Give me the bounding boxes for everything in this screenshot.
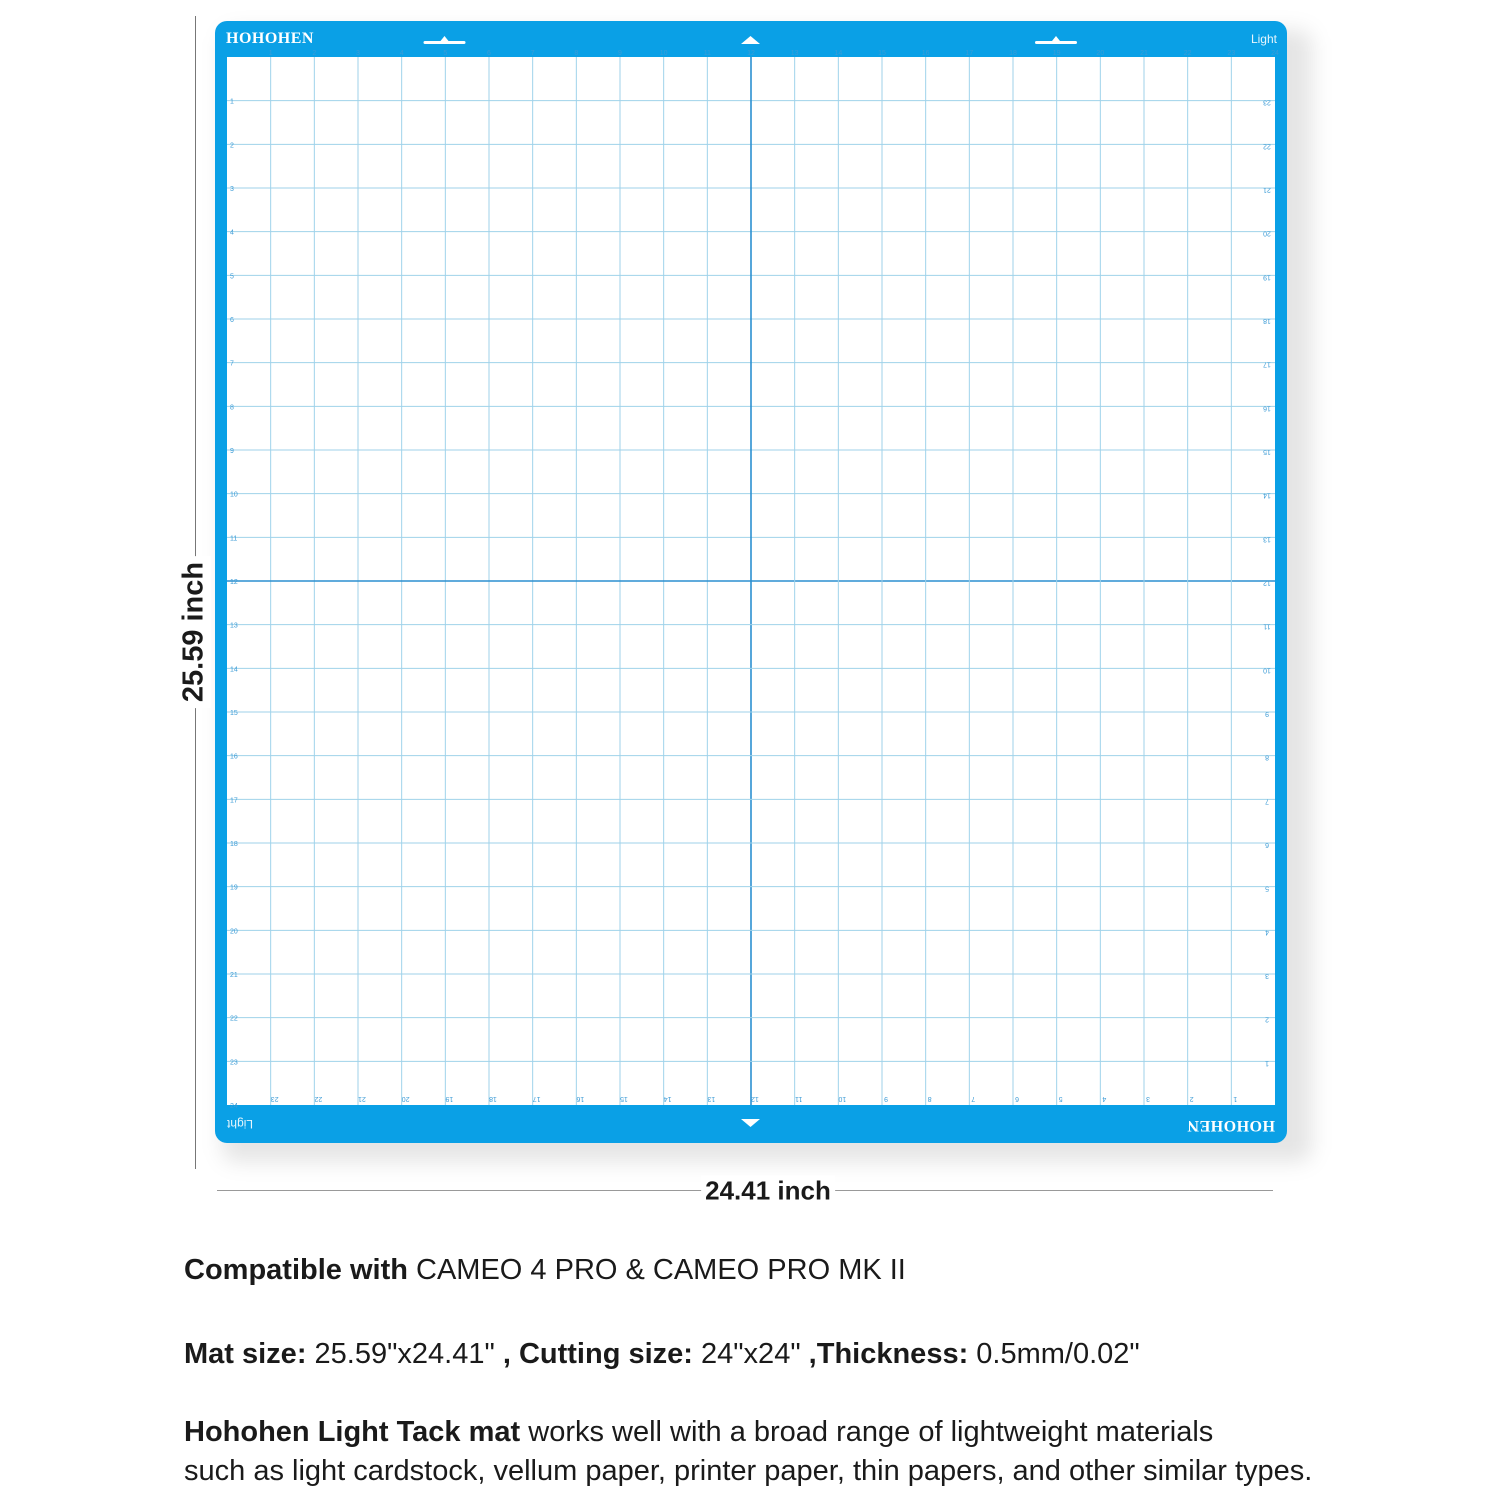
ruler-number-bottom: 15 (620, 1095, 628, 1102)
ruler-number-right: 11 (1263, 622, 1271, 630)
ruler-number-bottom: 5 (1058, 1095, 1063, 1102)
ruler-number-top: 18 (1009, 50, 1017, 57)
ruler-number-right: 5 (1265, 884, 1269, 892)
ruler-number-right: 16 (1263, 404, 1271, 412)
alignment-arrow-bottom-icon (741, 1119, 760, 1127)
ruler-number-right: 20 (1263, 229, 1271, 237)
ruler-number-left: 11 (230, 535, 238, 543)
ruler-number-top: 9 (618, 50, 622, 57)
ruler-number-bottom: 10 (838, 1095, 847, 1102)
ruler-number-right: 19 (1263, 273, 1271, 281)
ruler-number-right: 12 (1263, 579, 1271, 586)
ruler-number-bottom: 17 (532, 1095, 541, 1102)
height-dimension-label: 25.59 inch (178, 556, 211, 708)
ruler-number-right: 3 (1265, 972, 1269, 979)
mat-size-heading: Mat size: (184, 1338, 307, 1370)
ruler-number-bottom: 8 (927, 1095, 932, 1102)
cutting-size-heading: , Cutting size: (502, 1338, 693, 1370)
ruler-number-left: 9 (230, 448, 234, 455)
ruler-number-top: 12 (747, 50, 755, 57)
ruler-number-top: 21 (1140, 50, 1148, 57)
mat-size-value: 25.59"x24.41" (306, 1338, 503, 1370)
ruler-number-right: 23 (1263, 98, 1271, 106)
roller-guide-mark-icon (1035, 41, 1077, 44)
ruler-number-bottom: 16 (576, 1095, 585, 1102)
compatibility-line (184, 1254, 906, 1287)
ruler-number-left: 19 (230, 884, 238, 892)
ruler-number-right: 22 (1263, 142, 1271, 150)
ruler-number-bottom: 11 (795, 1095, 803, 1102)
compat-heading: Compatible with (184, 1254, 408, 1286)
thickness-value: 0.5mm/0.02" (968, 1338, 1140, 1370)
ruler-number-right: 17 (1263, 360, 1271, 368)
roller-guide-notch-icon (441, 36, 449, 41)
ruler-number-top: 6 (487, 50, 491, 57)
ruler-number-left: 15 (230, 710, 238, 717)
thickness-heading: ,Thickness: (808, 1338, 969, 1370)
ruler-number-right: 14 (1263, 491, 1271, 499)
roller-guide-notch-icon (1052, 36, 1060, 41)
ruler-number-right: 1 (1265, 1059, 1269, 1067)
ruler-number-left: 12 (230, 579, 238, 586)
ruler-number-left: 16 (230, 753, 238, 761)
cutting-size-value: 24"x24" (692, 1338, 809, 1370)
ruler-number-top: 17 (965, 50, 974, 57)
ruler-number-top: 23 (1227, 50, 1236, 57)
ruler-number-bottom: 14 (663, 1095, 672, 1102)
roller-guide-mark-icon (424, 41, 466, 44)
description-line-2: such as light cardstock, vellum paper, printer paper, thin papers, and other similar types. (184, 1455, 1313, 1487)
ruler-number-top: 14 (834, 50, 843, 57)
tack-label-top: Light (1250, 32, 1277, 46)
ruler-number-top: 15 (878, 50, 886, 57)
ruler-number-top: 2 (312, 50, 317, 57)
ruler-number-left: 4 (230, 229, 234, 237)
ruler-number-left: 5 (230, 273, 234, 281)
alignment-arrow-top-icon (741, 36, 760, 44)
ruler-number-left: 21 (230, 972, 238, 979)
ruler-number-bottom: 13 (707, 1095, 716, 1102)
ruler-number-top: 19 (1052, 50, 1061, 57)
ruler-number-top: 7 (530, 50, 535, 57)
ruler-number-right: 13 (1263, 535, 1271, 543)
mat-grid (215, 21, 1287, 1143)
ruler-number-right: 6 (1265, 841, 1269, 848)
ruler-number-bottom: 19 (445, 1095, 454, 1102)
ruler-number-top: 4 (399, 50, 404, 57)
ruler-number-left: 22 (230, 1015, 238, 1023)
ruler-number-left: 6 (230, 317, 234, 324)
compat-models: CAMEO 4 PRO & CAMEO PRO MK II (407, 1254, 906, 1286)
brand-logo-top: HOHOHEN (226, 30, 314, 47)
ruler-number-top: 20 (1096, 50, 1105, 57)
ruler-number-right: 4 (1265, 928, 1269, 936)
ruler-number-left: 17 (230, 797, 238, 805)
ruler-number-left: 13 (230, 622, 238, 630)
ruler-number-left: 2 (230, 142, 234, 150)
ruler-number-top: 1 (268, 50, 273, 57)
ruler-number-left: 7 (230, 360, 234, 368)
ruler-number-left: 10 (230, 491, 238, 499)
tack-label-bottom: Light (227, 1117, 254, 1131)
ruler-number-top: 24 (1271, 50, 1279, 57)
ruler-number-top: 3 (356, 50, 360, 57)
ruler-number-bottom: 6 (1015, 1095, 1019, 1102)
ruler-number-right: 18 (1263, 317, 1271, 324)
ruler-number-bottom: 1 (1233, 1095, 1238, 1102)
ruler-number-bottom: 18 (489, 1095, 497, 1102)
ruler-number-right: 21 (1263, 186, 1271, 193)
ruler-number-bottom: 2 (1189, 1095, 1194, 1102)
ruler-number-right: 10 (1263, 666, 1271, 674)
description-heading: Hohohen Light Tack mat (184, 1416, 521, 1448)
ruler-number-right: 9 (1265, 710, 1269, 717)
ruler-number-top: 5 (443, 50, 448, 57)
ruler-number-bottom: 23 (270, 1095, 279, 1102)
ruler-number-top: 13 (790, 50, 799, 57)
ruler-number-bottom: 7 (971, 1095, 976, 1102)
ruler-number-left: 18 (230, 841, 238, 848)
ruler-number-right: 7 (1265, 797, 1269, 805)
ruler-number-left: 23 (230, 1059, 238, 1067)
width-dimension-label: 24.41 inch (701, 1176, 835, 1207)
ruler-number-left: 20 (230, 928, 238, 936)
ruler-number-top: 8 (574, 50, 579, 57)
description-line-1 (184, 1416, 1213, 1449)
ruler-number-left: 1 (230, 98, 234, 106)
ruler-number-left: 3 (230, 186, 234, 193)
specs-line (184, 1338, 1140, 1371)
ruler-number-bottom: 4 (1102, 1095, 1107, 1102)
ruler-number-top: 16 (921, 50, 930, 57)
ruler-number-bottom: 22 (314, 1095, 323, 1102)
ruler-number-right: 8 (1265, 753, 1269, 761)
ruler-number-top: 22 (1183, 50, 1192, 57)
ruler-number-left: 14 (230, 666, 238, 674)
ruler-number-left: 8 (230, 404, 234, 412)
ruler-number-bottom: 20 (401, 1095, 410, 1102)
ruler-number-bottom: 9 (884, 1095, 888, 1102)
ruler-number-bottom: 12 (751, 1095, 759, 1102)
description-text-1: works well with a broad range of lightweight materials (520, 1416, 1214, 1448)
brand-logo-bottom: HOHOHEN (1187, 1117, 1275, 1134)
ruler-number-top: 10 (659, 50, 668, 57)
ruler-number-top: 11 (703, 50, 711, 57)
ruler-number-left: 24 (230, 1103, 238, 1110)
ruler-number-bottom: 3 (1146, 1095, 1150, 1102)
cutting-mat (215, 21, 1287, 1143)
ruler-number-right: 2 (1265, 1015, 1269, 1023)
ruler-number-bottom: 21 (358, 1095, 366, 1102)
ruler-number-right: 15 (1263, 448, 1271, 455)
